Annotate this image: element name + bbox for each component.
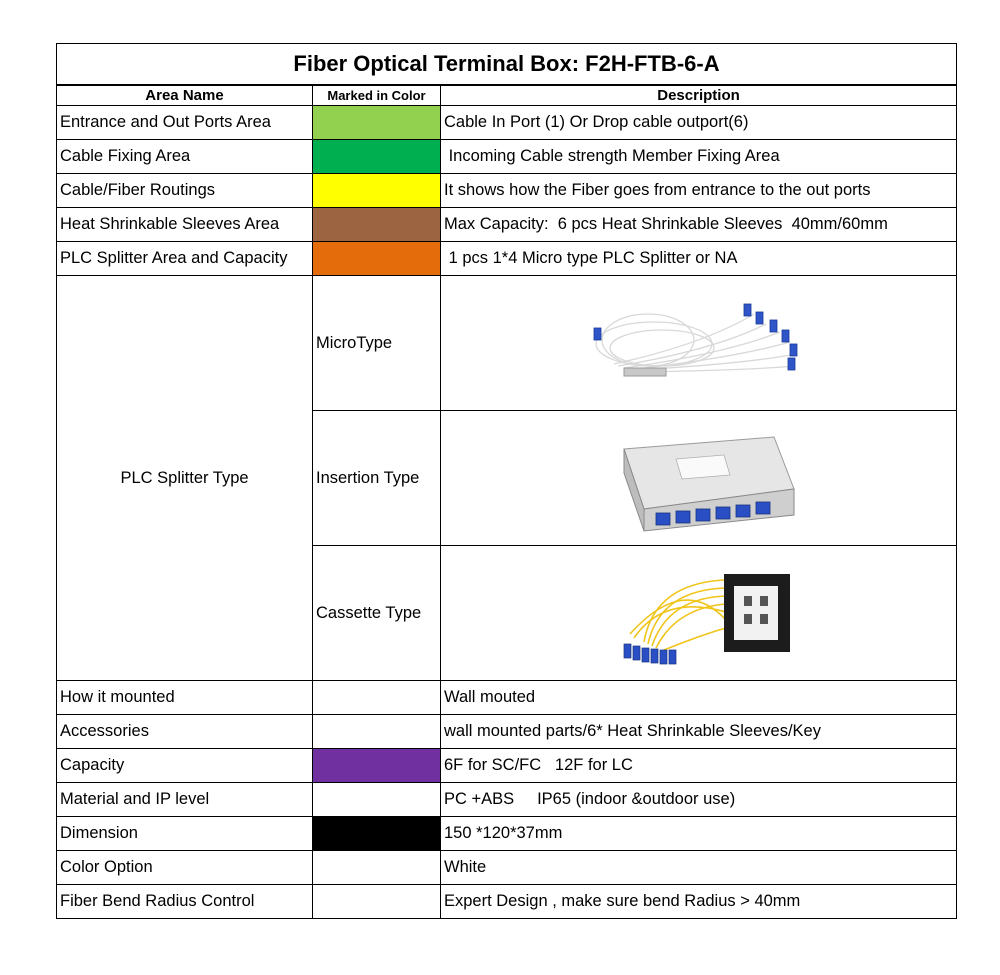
description: Cable In Port (1) Or Drop cable outport(6) [441,106,957,140]
splitter-type-name: Cassette Type [313,546,441,681]
description: wall mounted parts/6* Heat Shrinkable Sleeves/Key [441,715,957,749]
area-name: Entrance and Out Ports Area [57,106,313,140]
table-row [57,174,957,208]
table-row [57,681,957,715]
area-name: How it mounted [57,681,313,715]
color-swatch [313,174,441,208]
description: Max Capacity: 6 pcs Heat Shrinkable Sleeves 40mm/60mm [441,208,957,242]
area-name: Capacity [57,749,313,783]
description: White [441,851,957,885]
color-swatch [313,851,441,885]
description: It shows how the Fiber goes from entrance to the out ports [441,174,957,208]
table-row [57,851,957,885]
header-description: Description [441,85,957,106]
area-name: PLC Splitter Area and Capacity [57,242,313,276]
table-row [57,106,957,140]
area-name: Dimension [57,817,313,851]
micro-splitter-illustration [584,284,814,402]
color-swatch [313,817,441,851]
color-swatch [313,749,441,783]
spec-sheet [56,43,956,919]
header-row [57,85,957,106]
color-swatch [313,681,441,715]
insertion-splitter-image [441,411,957,546]
area-name: Cable Fixing Area [57,140,313,174]
color-swatch [313,885,441,919]
header-marked-color: Marked in Color [313,85,441,106]
table-row [57,242,957,276]
description: PC +ABS IP65 (indoor &outdoor use) [441,783,957,817]
description: Expert Design , make sure bend Radius > 40mm [441,885,957,919]
color-swatch [313,242,441,276]
area-name: Accessories [57,715,313,749]
description: Incoming Cable strength Member Fixing Area [441,140,957,174]
table-row [57,885,957,919]
area-name: Heat Shrinkable Sleeves Area [57,208,313,242]
color-swatch [313,208,441,242]
micro-splitter-image [441,276,957,411]
color-swatch [313,783,441,817]
table-row [57,817,957,851]
table-row [57,208,957,242]
splitter-row-micro [57,276,957,411]
area-name: Material and IP level [57,783,313,817]
table-title: Fiber Optical Terminal Box: F2H-FTB-6-A [57,44,957,86]
color-swatch [313,140,441,174]
table-row [57,140,957,174]
insertion-splitter-illustration [584,419,814,537]
color-swatch [313,715,441,749]
table-row [57,715,957,749]
description: 1 pcs 1*4 Micro type PLC Splitter or NA [441,242,957,276]
description: 6F for SC/FC 12F for LC [441,749,957,783]
header-area-name: Area Name [57,85,313,106]
area-name: Color Option [57,851,313,885]
splitter-type-name: Insertion Type [313,411,441,546]
cassette-splitter-illustration [584,554,814,672]
area-name: Fiber Bend Radius Control [57,885,313,919]
splitter-type-name: MicroType [313,276,441,411]
cassette-splitter-image [441,546,957,681]
color-swatch [313,106,441,140]
description: Wall mouted [441,681,957,715]
table-row [57,749,957,783]
splitter-type-label: PLC Splitter Type [57,276,313,681]
spec-table [56,43,957,919]
description: 150 *120*37mm [441,817,957,851]
area-name: Cable/Fiber Routings [57,174,313,208]
table-row [57,783,957,817]
